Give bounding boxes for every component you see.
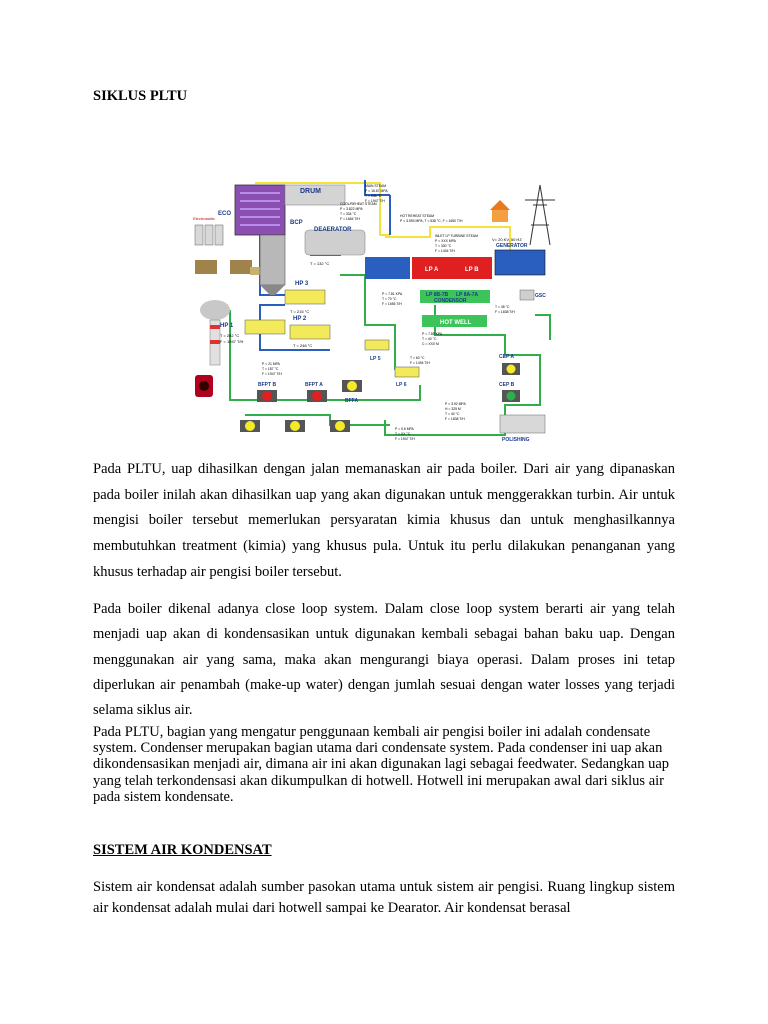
svg-text:T = 45 °C: T = 45 °C xyxy=(495,305,510,309)
condensor xyxy=(420,290,490,304)
svg-text:F = 1655 T/H: F = 1655 T/H xyxy=(382,302,402,306)
svg-text:P = 3.92 MPA: P = 3.92 MPA xyxy=(445,402,466,406)
svg-text:LP 8A-7A: LP 8A-7A xyxy=(456,292,479,298)
svg-text:F = 1494 T/H: F = 1494 T/H xyxy=(410,361,430,365)
svg-text:F = 1838 T/H: F = 1838 T/H xyxy=(495,310,515,314)
svg-text:P = 7.81 KPA: P = 7.81 KPA xyxy=(382,292,403,296)
svg-text:F = 1947 T/H: F = 1947 T/H xyxy=(262,372,282,376)
svg-text:T = 187 °C: T = 187 °C xyxy=(262,367,279,371)
svg-text:BFFA: BFFA xyxy=(345,398,359,404)
svg-text:V= 20 KV, 50 HZ: V= 20 KV, 50 HZ xyxy=(492,237,522,242)
svg-text:GENERATOR: GENERATOR xyxy=(496,243,528,249)
svg-text:HP 2: HP 2 xyxy=(293,316,307,322)
svg-text:P = 3.593 MPA, T = 538 °C, F =: P = 3.593 MPA, T = 538 °C, F = 1650 T/H xyxy=(400,219,463,223)
svg-text:LP B: LP B xyxy=(465,267,479,273)
svg-text:Electrostatic: Electrostatic xyxy=(193,216,215,221)
svg-text:F = 1947 T/H: F = 1947 T/H xyxy=(365,199,385,203)
bcp-label: BCP xyxy=(290,220,303,226)
svg-text:POLISHING: POLISHING xyxy=(502,437,530,443)
svg-text:H = 325 M: H = 325 M xyxy=(445,407,461,411)
svg-text:INLET LP TURBINE STEAM: INLET LP TURBINE STEAM xyxy=(435,234,478,238)
bfpt-b-pump xyxy=(257,382,277,402)
svg-text:COOL/REHEAT STEAM: COOL/REHEAT STEAM xyxy=(340,202,377,206)
section-heading: SISTEM AIR KONDENSAT xyxy=(93,842,272,858)
turbine-hp xyxy=(365,257,492,279)
paragraph-1: Pada PLTU, uap dihasilkan dengan jalan memanaskan air pada boiler. Dari air yang dipanaskan pada boiler inilah akan dihasilkan uap yang akan digunakan untuk menggerakkan turbin. Air untuk mengisi boiler tersebut memerlukan persyaratan kimia khusus dan untuk menghasilkannya membutuhkan treatment (kimia) yang khusus pula. Untuk itu perlu dilakukan penanganan yang khusus terhadap air pengisi boiler tersebut. xyxy=(93,461,675,580)
svg-text:C = XXX M: C = XXX M xyxy=(422,342,439,346)
svg-text:CEP B: CEP B xyxy=(499,382,515,388)
svg-text:CEP A: CEP A xyxy=(499,354,515,360)
fan-icon xyxy=(195,375,213,397)
svg-text:P = XXX MPA: P = XXX MPA xyxy=(435,239,456,243)
svg-text:T = 282 °C: T = 282 °C xyxy=(220,333,240,338)
svg-text:T = 132 °C: T = 132 °C xyxy=(310,261,330,266)
svg-text:LP 8B-7B: LP 8B-7B xyxy=(426,292,449,298)
svg-text:T = XX °C: T = XX °C xyxy=(395,432,411,436)
svg-text:P = 3.822 MPA: P = 3.822 MPA xyxy=(340,207,363,211)
svg-text:F = 1404 T/H: F = 1404 T/H xyxy=(435,249,455,253)
drum-label: DRUM xyxy=(300,188,321,195)
svg-text:F = 1838 T/H: F = 1838 T/H xyxy=(445,417,465,421)
svg-text:F = 1664 T/H: F = 1664 T/H xyxy=(340,217,360,221)
pltu-cycle-diagram xyxy=(190,175,577,448)
svg-text:T = 40 °C: T = 40 °C xyxy=(445,412,460,416)
svg-text:T = 538 °C: T = 538 °C xyxy=(365,194,382,198)
svg-text:P = 21 MPA: P = 21 MPA xyxy=(262,362,280,366)
svg-text:P = 0.6 MPA: P = 0.6 MPA xyxy=(395,427,414,431)
svg-text:BFPT A: BFPT A xyxy=(305,382,323,388)
svg-text:HOT WELL: HOT WELL xyxy=(440,320,472,326)
svg-text:HP 1: HP 1 xyxy=(220,323,234,329)
svg-text:HOT REHEAT STEAM: HOT REHEAT STEAM xyxy=(400,214,435,218)
svg-text:LP A: LP A xyxy=(425,267,439,273)
svg-text:MAIN STEAM: MAIN STEAM xyxy=(365,184,387,188)
svg-text:T = 70 °C: T = 70 °C xyxy=(382,297,397,301)
paragraph-4: Sistem air kondensat adalah sumber pasokan utama untuk sistem air pengisi. Ruang lingkup sistem air kondensat adalah mulai dari hotwell sampai ke Dearator. Air kondensat berasal xyxy=(93,879,675,916)
svg-text:GSC: GSC xyxy=(535,293,546,299)
page-title: SIKLUS PLTU xyxy=(93,88,188,104)
svg-text:BFPT B: BFPT B xyxy=(258,382,277,388)
svg-text:DEAERATOR: DEAERATOR xyxy=(314,227,352,233)
svg-text:F = 1947 T/H: F = 1947 T/H xyxy=(395,437,415,441)
hot-well xyxy=(422,315,487,327)
paragraph-3: Pada PLTU, bagian yang mengatur penggunaan kembali air pengisi boiler ini adalah condensate system. Condenser merupakan bagian utama dari condensate system. Pada condenser ini uap akan dikondensasikan menjadi air, dimana air ini akan digunakan lagi sebagai feedwater. Sedangkan uap yang telah terkondensasi akan dikumpulkan di hotwell. Hotwell ini merupakan awal dari siklus air pada sistem kondensate. xyxy=(93,724,669,805)
svg-text:P = 7.85 KPA: P = 7.85 KPA xyxy=(422,332,443,336)
svg-text:LP 6: LP 6 xyxy=(396,382,407,388)
svg-text:T = 330 °C: T = 330 °C xyxy=(435,244,452,248)
svg-text:CONDENSOR: CONDENSOR xyxy=(434,298,467,304)
eco-label: ECO xyxy=(218,211,232,217)
svg-text:HP 3: HP 3 xyxy=(295,281,309,287)
paragraph-2: Pada boiler dikenal adanya close loop system. Dalam close loop system berarti air yang telah menjadi uap akan di kondensasikan untuk digunakan kembali sebagai bahan baku uap. Dengan menggunakan air yang sama, maka akan mengurangi biaya operasi. Dalam proses ini tetap diperlukan air penambah (make-up water) dengan jumlah sesuai dengan water losses yang terjadi selama siklus air. xyxy=(93,601,675,719)
svg-text:F = 1947 T/H: F = 1947 T/H xyxy=(220,339,244,344)
svg-text:T = 248 °C: T = 248 °C xyxy=(293,343,313,348)
svg-text:T = 215 °C: T = 215 °C xyxy=(290,309,310,314)
booster-pumps xyxy=(240,420,350,432)
svg-text:T = 40 °C: T = 40 °C xyxy=(422,337,437,341)
svg-text:T = 334 °C: T = 334 °C xyxy=(340,212,357,216)
svg-text:T = 60 °C: T = 60 °C xyxy=(410,356,425,360)
svg-text:P = 16.67 MPA: P = 16.67 MPA xyxy=(365,189,388,193)
svg-text:LP 5: LP 5 xyxy=(370,356,381,362)
